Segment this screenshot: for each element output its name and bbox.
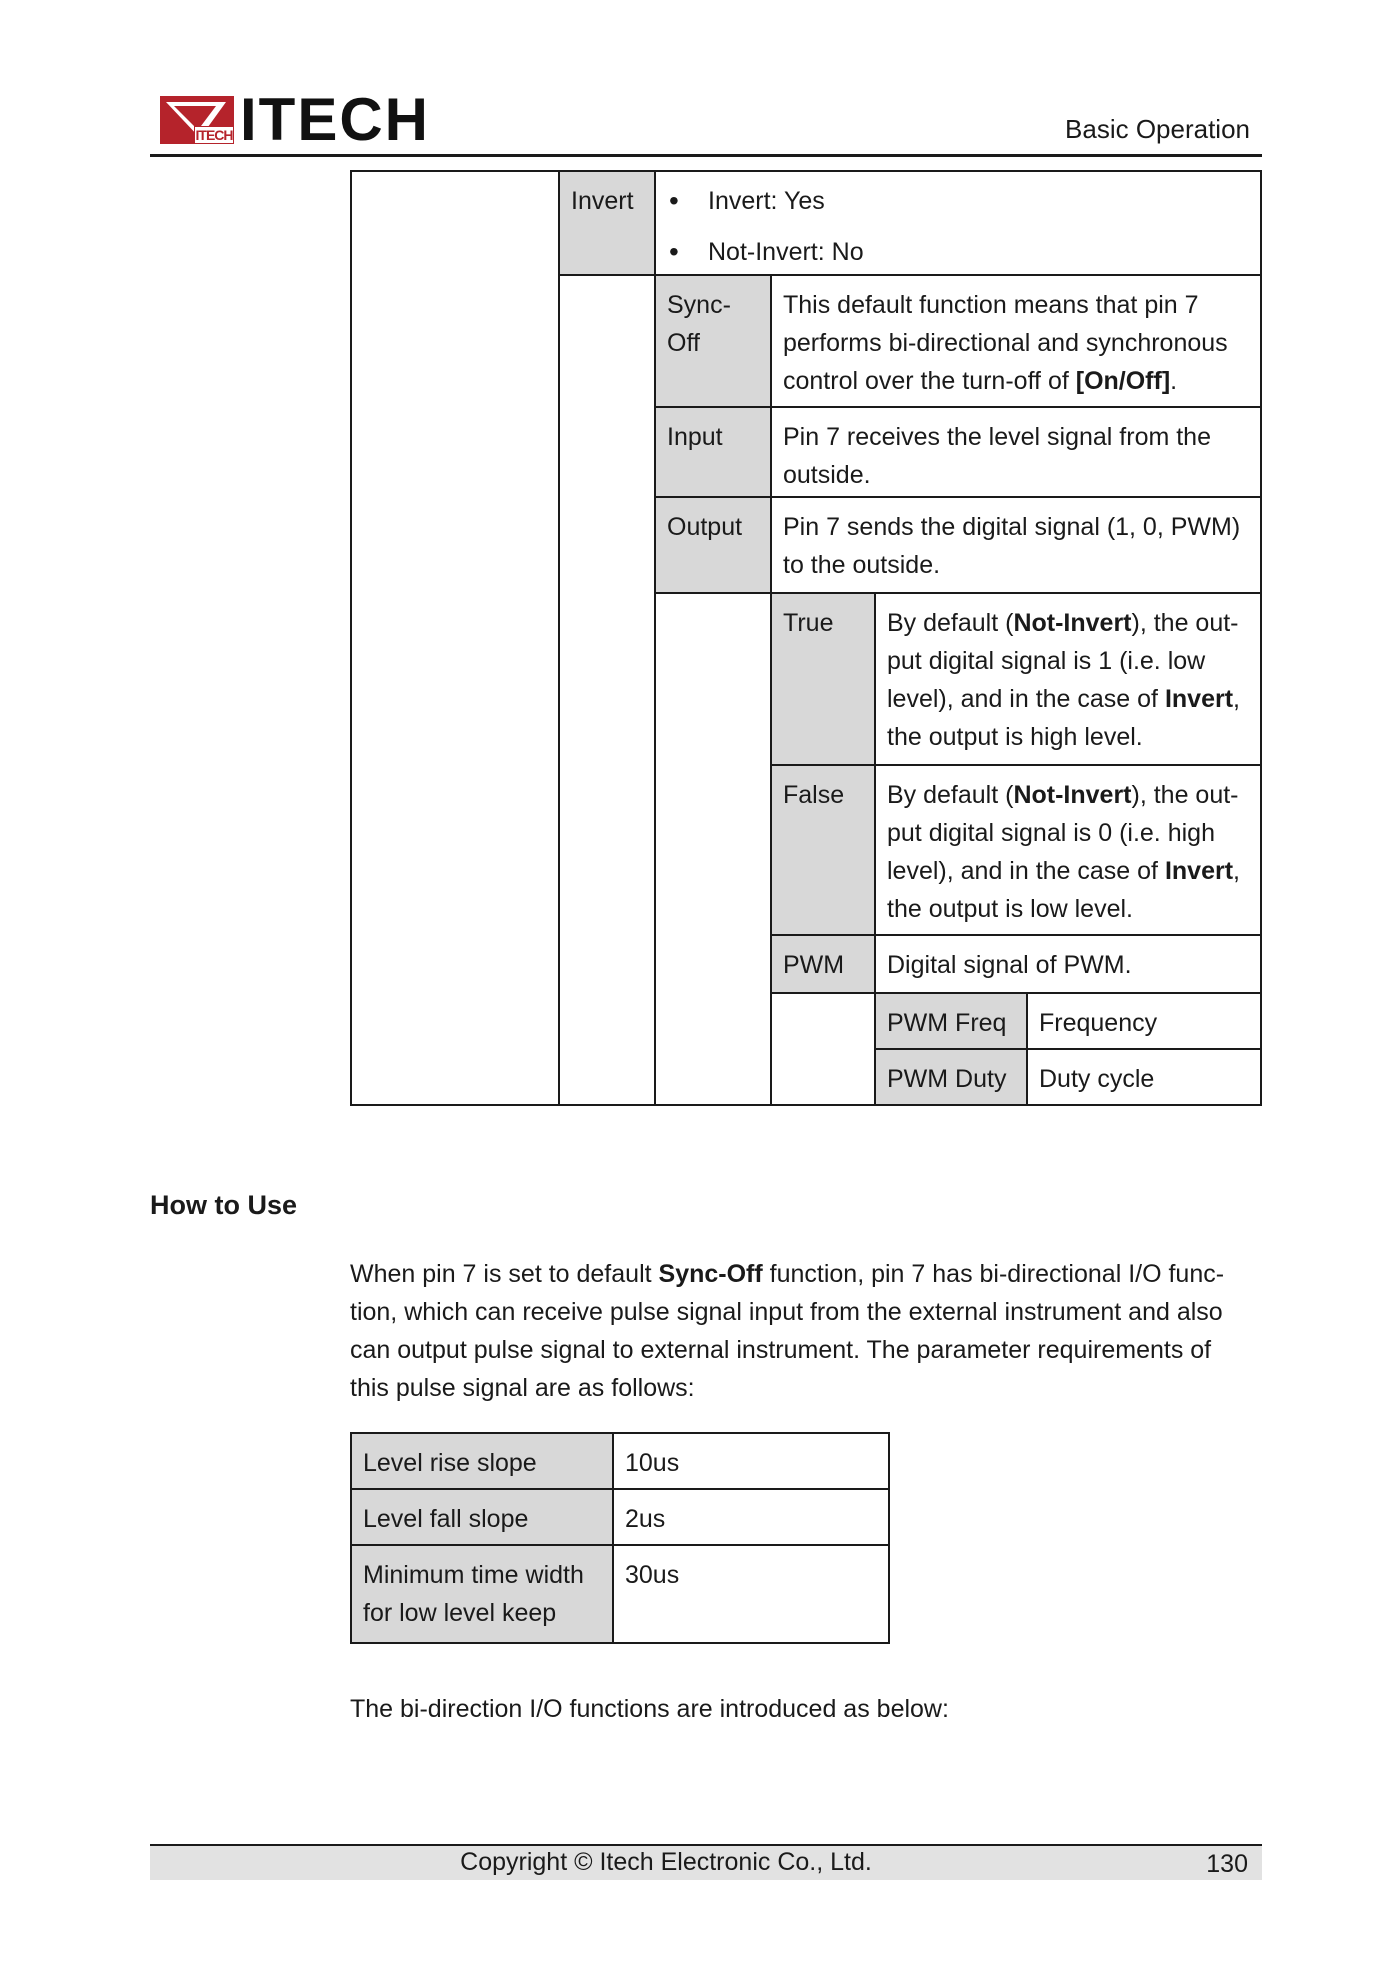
input-label: Input — [667, 423, 723, 451]
how-to-use-heading: How to Use — [150, 1190, 298, 1220]
copyright-text: Copyright © Itech Electronic Co., Ltd. — [460, 1848, 872, 1876]
param-value-fall: 2us — [625, 1505, 666, 1533]
how-to-use-paragraph — [350, 1255, 1255, 1407]
page-number: 130 — [1206, 1850, 1248, 1878]
pwm-desc: Digital signal of PWM. — [887, 951, 1132, 979]
sync-off-term: Sync-Off — [658, 1260, 763, 1288]
closing-sentence: The bi-direction I/O functions are introduced as below: — [350, 1695, 949, 1723]
invert-label: Invert — [571, 187, 634, 215]
true-desc-p1: By default ( — [887, 609, 1014, 637]
true-desc — [876, 594, 1260, 766]
false-label: False — [783, 781, 845, 809]
false-desc-b2: Invert — [1164, 857, 1234, 885]
para-text-1: When pin 7 is set to default — [350, 1260, 659, 1288]
param-name-fall: Level fall slope — [363, 1505, 529, 1533]
param-name-rise: Level rise slope — [363, 1449, 537, 1477]
false-desc-p1: By default ( — [887, 781, 1014, 809]
false-desc-b1: Not-Invert — [1013, 781, 1132, 809]
true-desc-b2: Invert — [1164, 685, 1234, 713]
sync-off-label: Sync- Off — [667, 291, 731, 357]
param-border-bottom — [350, 1642, 890, 1644]
pwm-freq-label: PWM Freq — [887, 1009, 1007, 1037]
true-desc-b1: Not-Invert — [1013, 609, 1132, 637]
invert-option-no: • Not-Invert: No — [667, 233, 1249, 284]
invert-option-yes: • Invert: Yes — [667, 182, 1249, 233]
pin7-function-table — [350, 170, 1262, 1106]
pwm-freq-desc: Frequency — [1039, 1009, 1158, 1037]
logo-wordmark: ITECH — [240, 86, 430, 153]
table-border-right — [1260, 170, 1262, 1106]
sync-off-desc — [772, 276, 1260, 410]
on-off-key: [On/Off] — [1075, 367, 1171, 395]
logo-mark-icon — [160, 96, 234, 144]
false-desc — [876, 766, 1260, 938]
param-value-min-width: 30us — [625, 1561, 680, 1589]
page-footer — [150, 1844, 1262, 1880]
itech-logo — [160, 86, 430, 153]
param-border-right — [888, 1432, 890, 1644]
pulse-parameter-table — [350, 1432, 890, 1644]
true-desc-p2: ), the out-put digital signal is 1 (i.e. low level), and in the case of — [887, 609, 1239, 713]
false-desc-p2: ), the out-put digital signal is 0 (i.e. high level), and in the case of — [887, 781, 1239, 885]
header-rule — [150, 154, 1262, 157]
output-desc: Pin 7 sends the digital signal (1, 0, PWM) to the outside. — [783, 513, 1241, 579]
true-label: True — [783, 609, 834, 637]
table-border-left — [350, 170, 352, 1106]
section-name: Basic Operation — [1065, 114, 1250, 144]
pwm-duty-label: PWM Duty — [887, 1065, 1007, 1093]
col-divider-1 — [558, 170, 560, 1106]
pwm-label: PWM — [783, 951, 845, 979]
input-desc: Pin 7 receives the level signal from the outside. — [783, 423, 1211, 489]
param-value-rise: 10us — [625, 1449, 680, 1477]
pwm-duty-desc: Duty cycle — [1039, 1065, 1155, 1093]
true-desc-p3: , the output is high level. — [887, 685, 1240, 751]
logo-tag: ITECH — [195, 127, 233, 143]
false-desc-p3: , the output is low level. — [887, 857, 1240, 923]
sync-off-desc-end: . — [1170, 367, 1178, 395]
output-label: Output — [667, 513, 743, 541]
sync-off-desc-text: This default function means that pin 7 performs bi-directional and synchronous control over the turn-off of — [783, 291, 1228, 395]
param-name-min-width: Minimum time width for low level keep — [363, 1561, 584, 1627]
para-text-2: function, pin 7 has bi-directional I/O func-tion, which can receive pulse signal input from the external instrument and also can output pulse signal to external instrument. The parameter requirements of this pulse signal are as follows: — [350, 1260, 1225, 1402]
